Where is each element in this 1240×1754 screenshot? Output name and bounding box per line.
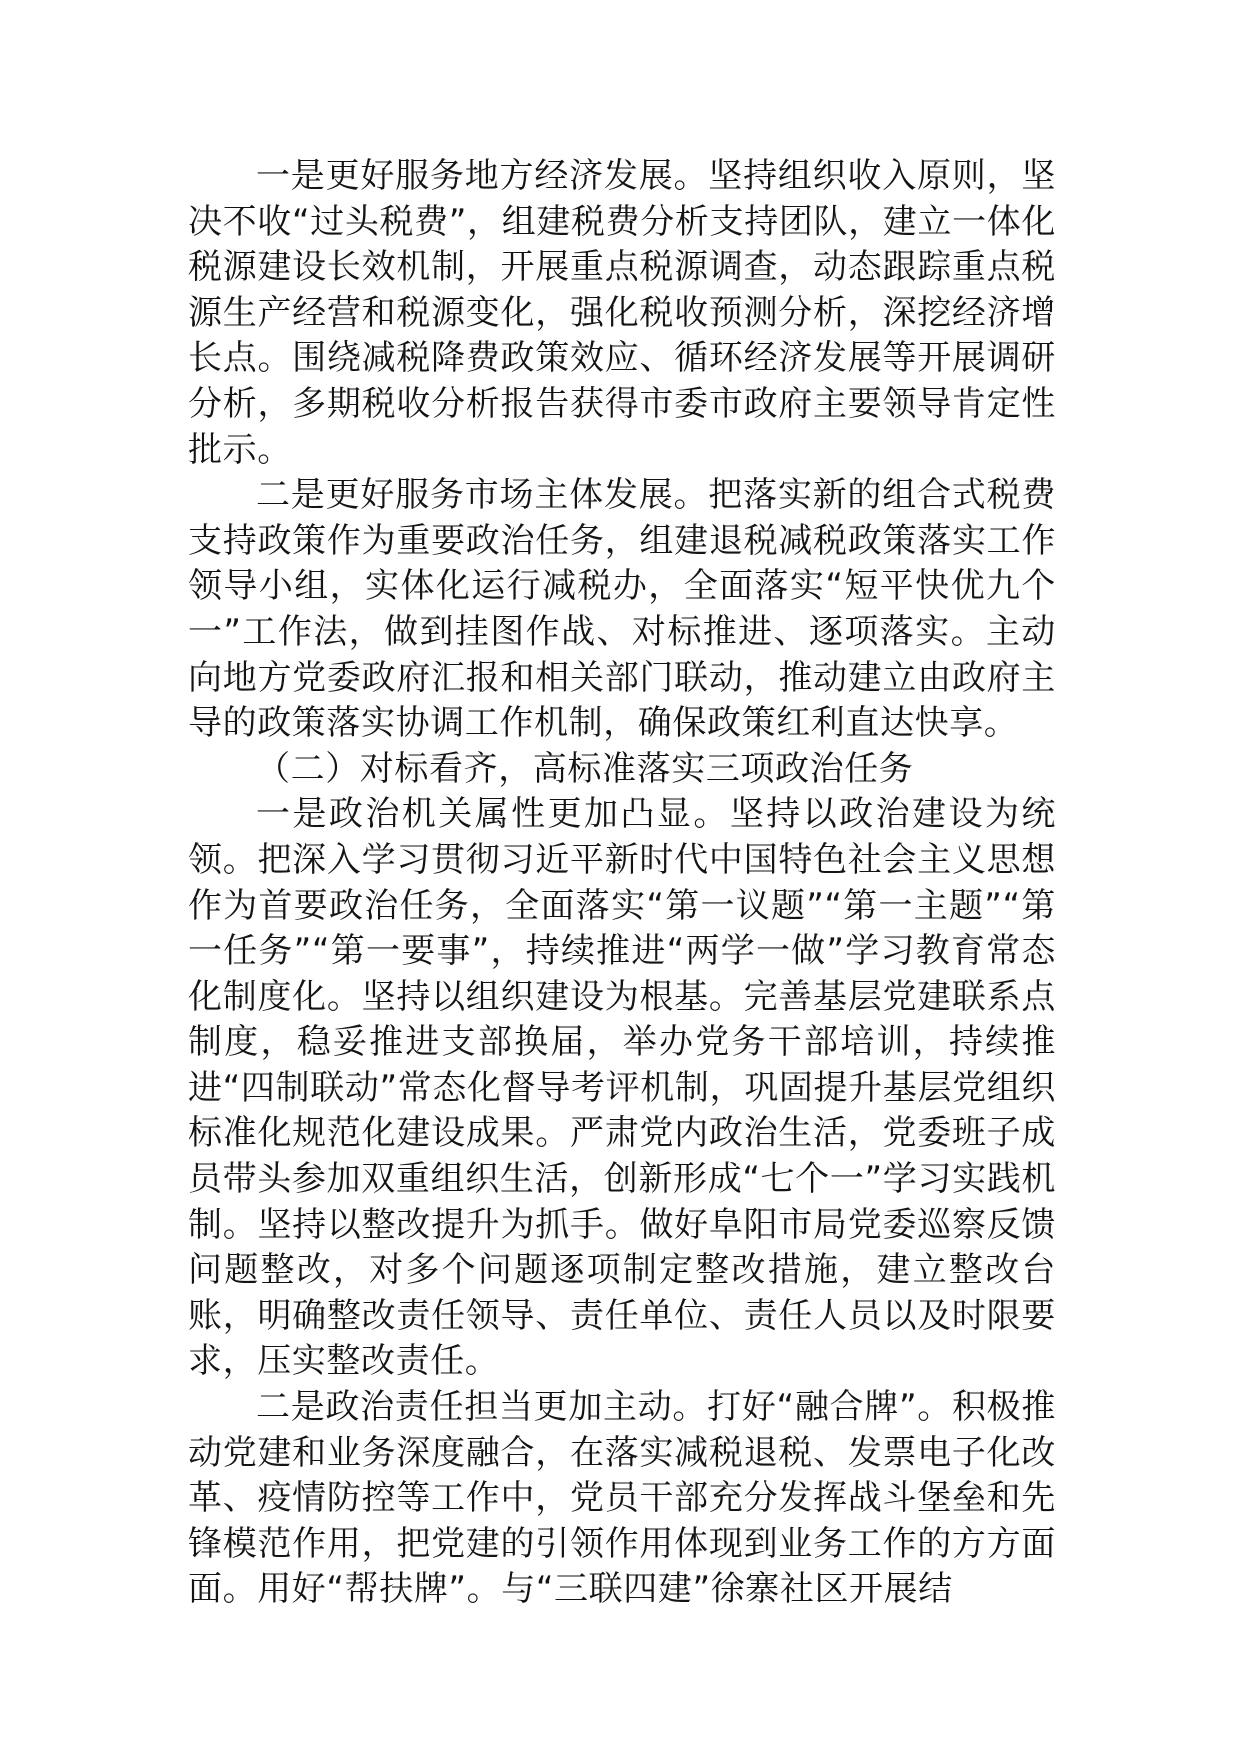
paragraph-line: 一任务”“第一要事”，持续推进“两学一做”学习教育: [188, 931, 987, 972]
paragraph-line: 首要政治任务，全面落实“第一议题”“第一主题”“第: [258, 885, 1056, 926]
paragraph-market-entities: [188, 473, 1056, 747]
paragraph-line: 限要求，压实整改责任。: [188, 1295, 1056, 1382]
paragraph-line: 研分析，多期税收分析报告获得市委市政府主要领导肯定: [188, 338, 1056, 424]
paragraph-line: 一是政治机关属性更加凸显。坚持以政治建设为统领。: [188, 794, 1056, 880]
section-heading: [188, 747, 1056, 793]
paragraph-line: 导的政策落实协调工作机制，确保政策红利直达快享。: [188, 703, 1019, 744]
paragraph-line: 组织标准化规范化建设成果。严肃党内政治生活，党委班: [188, 1067, 1056, 1154]
paragraph-line: 支持政策作为重要政治任务，组建退税减税政策落实工作: [188, 520, 1056, 561]
paragraph-line: 二是更好服务市场主体发展。把落实新的组合式税费: [256, 475, 1056, 516]
paragraph-line: 实践机制。坚持以整改提升为抓手。做好阜阳市局党委巡: [188, 1159, 1056, 1245]
paragraph-line: 子成员带头参加双重组织生活，创新形成“七个一”学习: [188, 1113, 1056, 1200]
paragraph-line: 先锋模范作用，把党建的引领作用体现到业务工作的方方: [188, 1478, 1056, 1564]
paragraph-political-organ: [188, 792, 1056, 1385]
paragraph-line: 察反馈问题整改，对多个问题逐项制定整改措施，建立整: [188, 1204, 1056, 1291]
document-body: [188, 154, 1056, 1613]
paragraph-line: 二是政治责任担当更加主动。打好“融合牌”。积极: [256, 1387, 1022, 1428]
paragraph-line: 一”工作法，做到挂图作战、对标推进、逐项落实。主动: [188, 611, 1056, 652]
heading-text: （二）对标看齐，高标准落实三项政治任务: [256, 748, 914, 789]
paragraph-line: 向地方党委政府汇报和相关部门联动，推动建立由政府主: [188, 657, 1056, 698]
paragraph-local-economy: [188, 154, 1056, 473]
paragraph-line: 改革、疫情防控等工作中，党员干部充分发挥战斗堡垒和: [188, 1432, 1056, 1519]
paragraph-line: 性批示。: [188, 383, 1056, 470]
paragraph-political-responsibility: [188, 1385, 1056, 1613]
paragraph-line: 化税源建设长效机制，开展重点税源调查，动态跟踪重点: [188, 201, 1056, 288]
paragraph-line: 推进“四制联动”常态化督导考评机制，巩固提升基层党: [188, 1022, 1056, 1108]
paragraph-line: 决不收“过头税费”，组建税费分析支持团队，建立一体: [188, 201, 1022, 242]
paragraph-line: 面面。用好“帮扶牌”。与“三联四建”徐寨社区开展结: [188, 1523, 1056, 1610]
paragraph-line: 把深入学习贯彻习近平新时代中国特色社会主义思想作为: [188, 839, 1056, 926]
paragraph-line: 一是更好服务地方经济发展。坚持组织收入原则，坚: [256, 156, 1056, 196]
paragraph-line: 推动党建和业务深度融合，在落实减税退税、发票电子化: [188, 1387, 1056, 1473]
paragraph-line: 改台账，明确整改责任领导、责任单位、责任人员以及时: [188, 1250, 1057, 1336]
paragraph-line: 系点制度，稳妥推进支部换届，举办党务干部培训，持续: [188, 976, 1056, 1063]
paragraph-line: 税源生产经营和税源变化，强化税收预测分析，深挖经济: [188, 247, 1056, 333]
paragraph-line: 领导小组，实体化运行减税办，全面落实“短平快优九个: [188, 566, 1056, 607]
paragraph-line: 常态化制度化。坚持以组织建设为根基。完善基层党建联: [188, 931, 1057, 1017]
paragraph-line: 增长点。围绕减税降费政策效应、循环经济发展等开展调: [188, 292, 1056, 379]
